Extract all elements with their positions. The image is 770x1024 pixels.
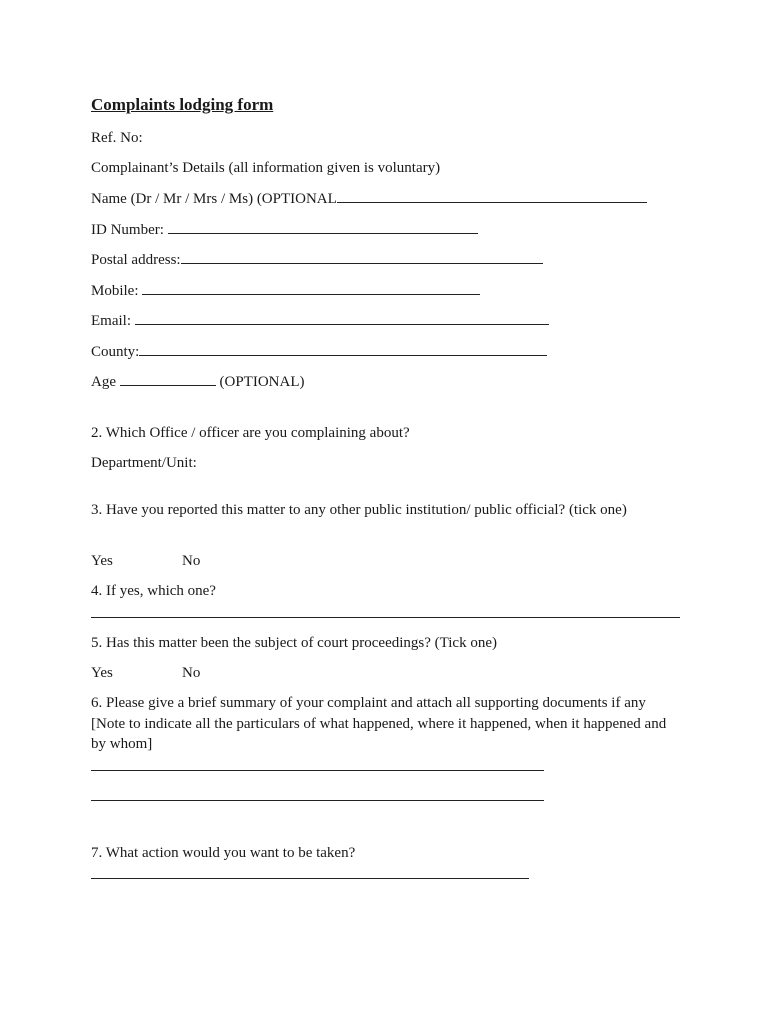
county-field[interactable] — [139, 341, 547, 356]
question-2: 2. Which Office / officer are you complaining about? — [91, 425, 410, 441]
id-label: ID Number: — [91, 222, 164, 238]
postal-row — [91, 249, 543, 270]
mobile-row — [91, 280, 480, 301]
question-5: 5. Has this matter been the subject of court proceedings? (Tick one) — [91, 635, 497, 651]
postal-label: Postal address: — [91, 252, 181, 268]
age-optional-label: (OPTIONAL) — [219, 374, 305, 390]
name-field[interactable] — [337, 188, 647, 203]
details-heading: Complainant’s Details (all information given is voluntary) — [91, 160, 441, 176]
q6-answer-line-1[interactable] — [91, 770, 544, 771]
q5-yes-option[interactable]: Yes — [91, 665, 113, 681]
department-label: Department/Unit: — [91, 455, 197, 471]
question-4: 4. If yes, which one? — [91, 583, 216, 599]
q3-no-option[interactable]: No — [182, 553, 201, 569]
mobile-field[interactable] — [142, 280, 480, 295]
ref-no-label: Ref. No: — [91, 130, 143, 146]
question-3: 3. Have you reported this matter to any other public institution/ public official? (tick one) — [91, 502, 627, 518]
postal-field[interactable] — [181, 249, 543, 264]
q6-answer-line-2[interactable] — [91, 800, 544, 801]
age-label: Age — [91, 374, 116, 390]
q3-yes-option[interactable]: Yes — [91, 553, 113, 569]
question-7: 7. What action would you want to be taken? — [91, 845, 356, 861]
age-row — [91, 371, 304, 392]
email-field[interactable] — [135, 310, 549, 325]
q4-answer-line[interactable] — [91, 617, 680, 618]
id-row — [91, 219, 478, 240]
email-label: Email: — [91, 313, 131, 329]
q5-no-option[interactable]: No — [182, 665, 201, 681]
name-row — [91, 188, 647, 209]
age-field[interactable] — [120, 371, 216, 386]
name-label: Name (Dr / Mr / Mrs / Ms) (OPTIONAL — [91, 191, 337, 207]
id-field[interactable] — [168, 219, 478, 234]
county-row — [91, 341, 547, 362]
email-row — [91, 310, 549, 331]
q7-answer-line[interactable] — [91, 878, 529, 879]
question-6: 6. Please give a brief summary of your complaint and attach all supporting documents if any [Note to indicate all the particulars of what happened, where it happened, when it happened and by whom] — [91, 695, 667, 752]
mobile-label: Mobile: — [91, 283, 139, 299]
form-title: Complaints lodging form — [91, 95, 274, 114]
county-label: County: — [91, 344, 140, 360]
